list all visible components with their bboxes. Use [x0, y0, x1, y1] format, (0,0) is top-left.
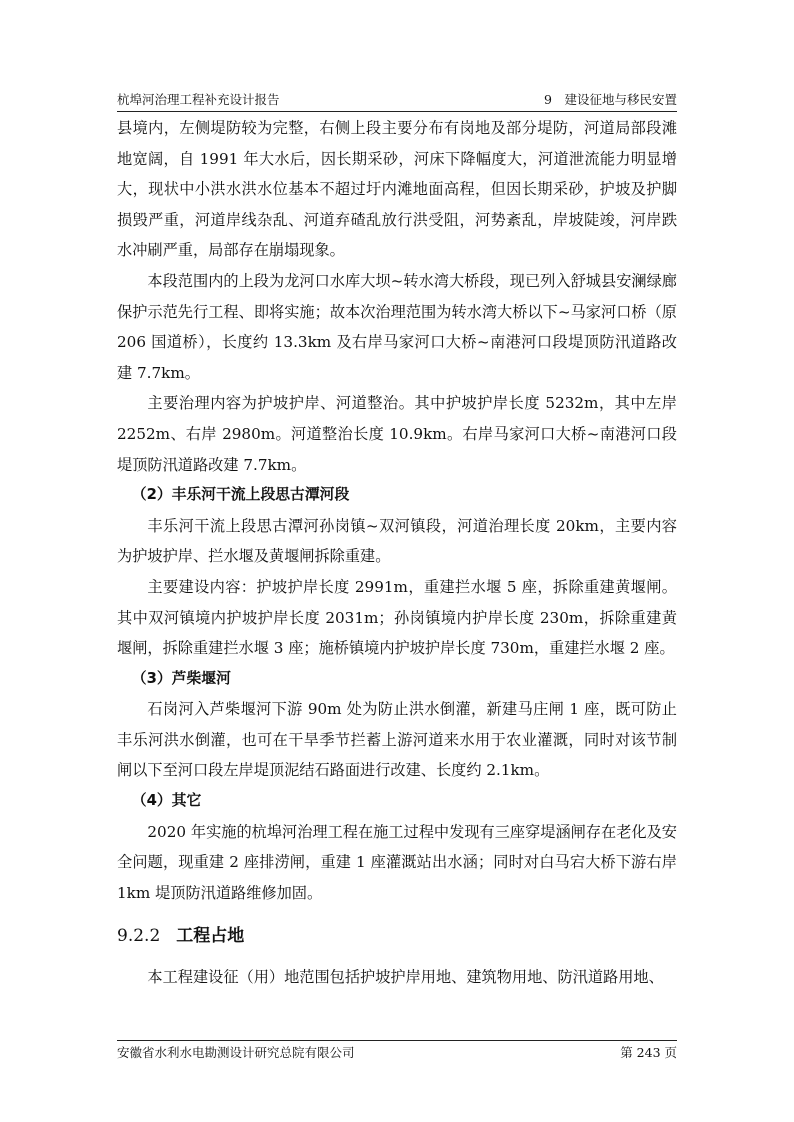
- chapter-title: 9 建设征地与移民安置: [544, 92, 677, 107]
- paragraph: 主要治理内容为护坡护岸、河道整治。其中护坡护岸长度 5232m，其中左岸 2252m、右岸 2980m。河道整治长度 10.9km。右岸马家河口大桥~南港河口段堤顶防汛道路改建 7.7km。: [117, 394, 677, 474]
- section-title: 工程占地: [176, 926, 245, 947]
- page-footer: [117, 1043, 677, 1063]
- paragraph: 主要建设内容：护坡护岸长度 2991m，重建拦水堰 5 座，拆除重建黄堰闸。其中双河镇境内护坡护岸长度 2031m；孙岗镇境内护岸长度 230m，拆除重建黄堰闸，拆除重建拦水堰 3 座；施桥镇境内护坡护岸长度 730m，重建拦水堰 2 座。: [117, 577, 677, 658]
- paragraph: 县境内，左侧堤防较为完整，右侧上段主要分布有岗地及部分堤防，河道局部段滩地宽阔，自 1991 年大水后，因长期采砂，河床下降幅度大，河道泄流能力明显增大，现状中小洪水洪水位基本不超过圩内滩地面高程，但因长期采砂，护坡及护脚损毁严重，河道岸线杂乱、河道弃碴乱放行洪受阻，河势紊乱，岸坡陡竣，河岸跌水冲刷严重，局部存在崩塌现象。: [117, 119, 677, 260]
- subsection-heading: （4）其它: [131, 792, 202, 810]
- paragraph: 2020 年实施的杭埠河治理工程在施工过程中发现有三座穿堤涵闸存在老化及安全问题，现重建 2 座排涝闸，重建 1 座灌溉站出水涵；同时对白马宕大桥下游右岸 1km 堤顶防汛道路维修加固。: [117, 822, 677, 902]
- paragraph: 本工程建设征（用）地范围包括护坡护岸用地、建筑物用地、防汛道路用地、: [147, 968, 664, 987]
- paragraph: 石岗河入芦柴堰河下游 90m 处为防止洪水倒灌，新建马庄闸 1 座，既可防止丰乐河洪水倒灌，也可在干旱季节拦蓄上游河道来水用于农业灌溉，同时对该节制闸以下至河口段左岸堤顶泥结石路面进行改建、长度约 2.1km。: [117, 700, 677, 780]
- subsection-heading: （2）丰乐河干流上段思古潭河段: [131, 486, 350, 504]
- page-number: 第 243 页: [620, 1045, 677, 1060]
- page-header: [117, 90, 677, 110]
- organization-name: 安徽省水利水电勘测设计研究总院有限公司: [117, 1045, 355, 1060]
- section-heading: [117, 916, 677, 956]
- paragraph: 本段范围内的上段为龙河口水库大坝~转水湾大桥段，现已列入舒城县安澜绿廊保护示范先行工程、即将实施；故本次治理范围为转水湾大桥以下~马家河口桥（原 206 国道桥），长度约 13.3km 及右岸马家河口大桥~南港河口段堤顶防汛道路改建 7.7km。: [117, 271, 677, 382]
- report-title: 杭埠河治理工程补充设计报告: [117, 92, 280, 107]
- section-number: 9.2.2: [117, 926, 161, 947]
- document-body: [117, 113, 677, 993]
- paragraph: 丰乐河干流上段思古潭河孙岗镇~双河镇段，河道治理长度 20km，主要内容为护坡护岸、拦水堰及黄堰闸拆除重建。: [117, 516, 677, 566]
- footer-divider: [117, 1040, 677, 1041]
- header-divider: [117, 111, 677, 112]
- subsection-heading: （3）芦柴堰河: [131, 669, 231, 687]
